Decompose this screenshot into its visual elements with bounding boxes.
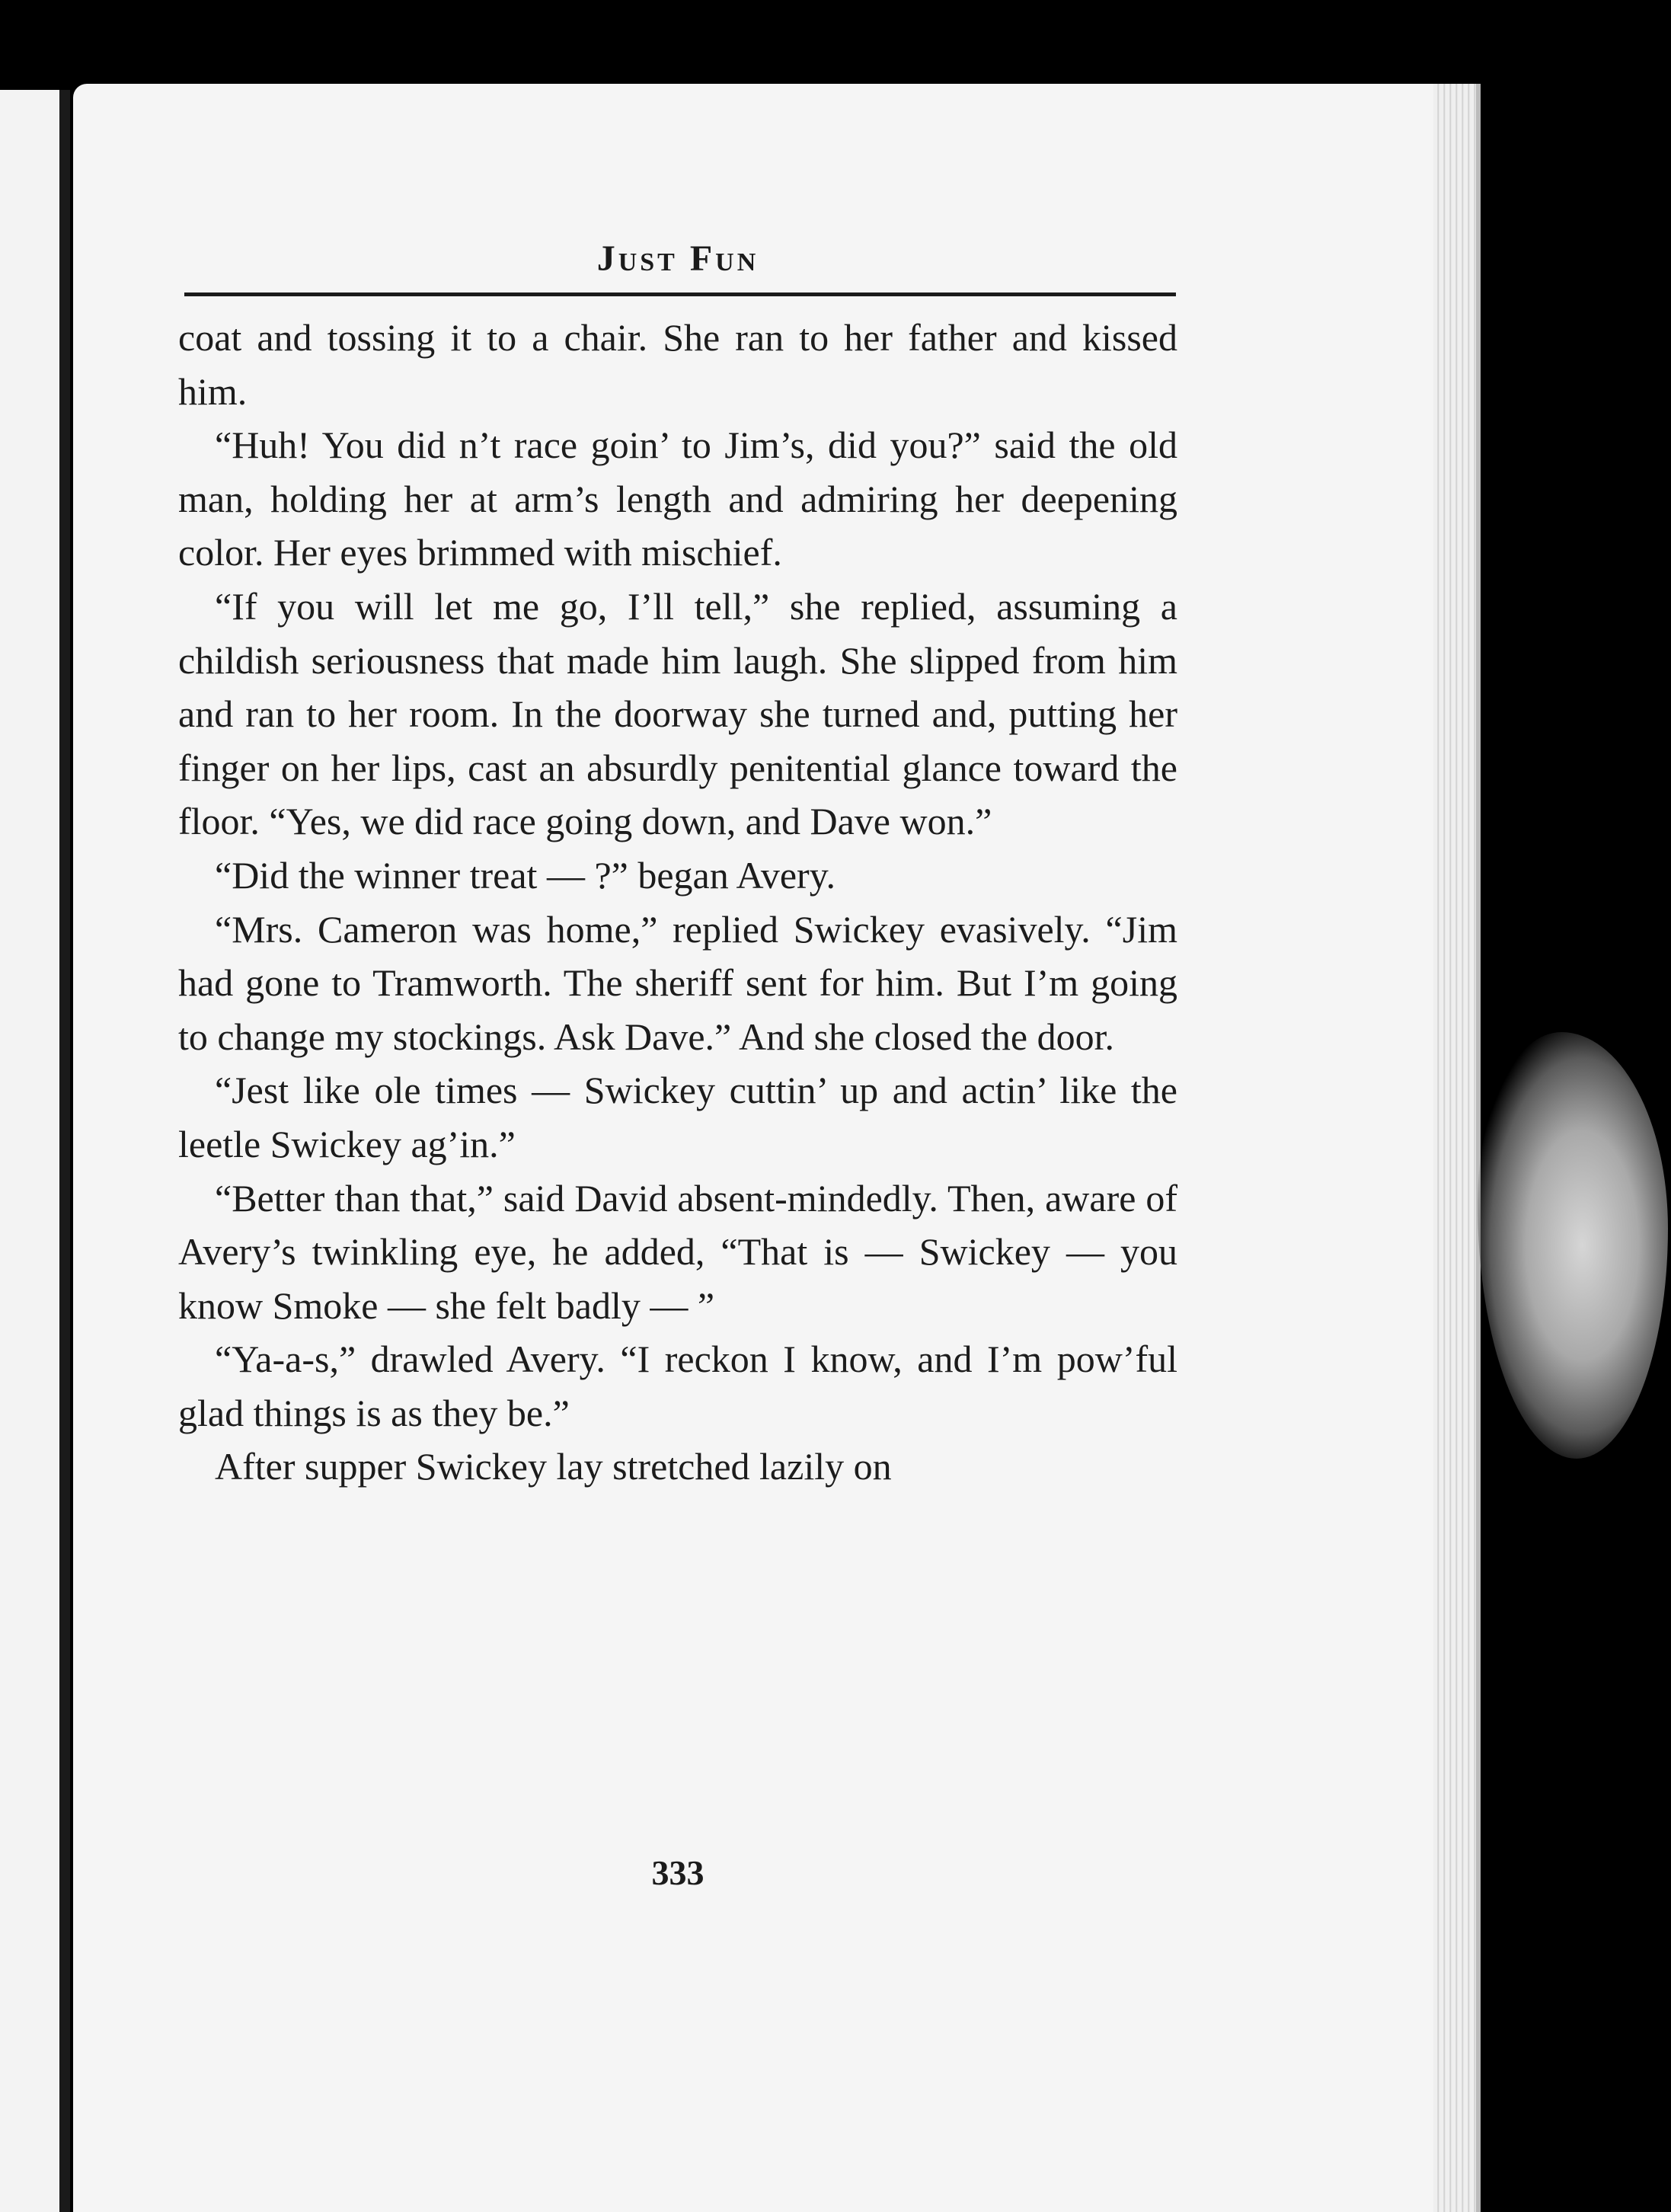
paragraph: “Better than that,” said David absent-mindedly. Then, aware of Avery’s twinkling eye, he added, “That is — Swickey — you know Smoke — she felt badly — ” — [178, 1176, 1177, 1327]
body-text — [178, 311, 1177, 1494]
damage-stain — [1478, 1032, 1668, 1459]
paragraph: “Ya-a-s,” drawled Avery. “I reckon I know, and I’m pow’ful glad things is as they be.” — [178, 1338, 1177, 1434]
paragraph: “Mrs. Cameron was home,” replied Swickey evasively. “Jim had gone to Tramworth. The sheriff sent for him. But I’m going to change my stockings. Ask Dave.” And she closed the door. — [178, 907, 1177, 1058]
running-head: Just Fun — [596, 238, 759, 279]
paragraph: “Jest like ole times — Swickey cuttin’ up and actin’ like the leetle Swickey ag’in.” — [178, 1069, 1177, 1165]
facing-page-edge — [0, 90, 70, 2212]
paragraph: After supper Swickey lay stretched lazily on — [215, 1445, 892, 1488]
page-number: 333 — [651, 1853, 705, 1892]
paragraph: “Did the winner treat — ?” began Avery. — [215, 853, 836, 897]
header-rule — [184, 292, 1176, 296]
paragraph: coat and tossing it to a chair. She ran to her father and kissed him. — [178, 316, 1177, 413]
page-edges — [1433, 84, 1481, 2212]
paragraph: “Huh! You did n’t race goin’ to Jim’s, did you?” said the old man, holding her at arm’s length and admiring her deepening color. Her eyes brimmed with mischief. — [178, 424, 1177, 574]
paragraph: “If you will let me go, I’ll tell,” she replied, assuming a childish seriousness that made him laugh. She slipped from him and ran to her room. In the doorway she turned and, putting her finger on her lips, cast an absurdly penitential glance toward the floor. “Yes, we did race going down, and Dave won.” — [178, 584, 1177, 843]
